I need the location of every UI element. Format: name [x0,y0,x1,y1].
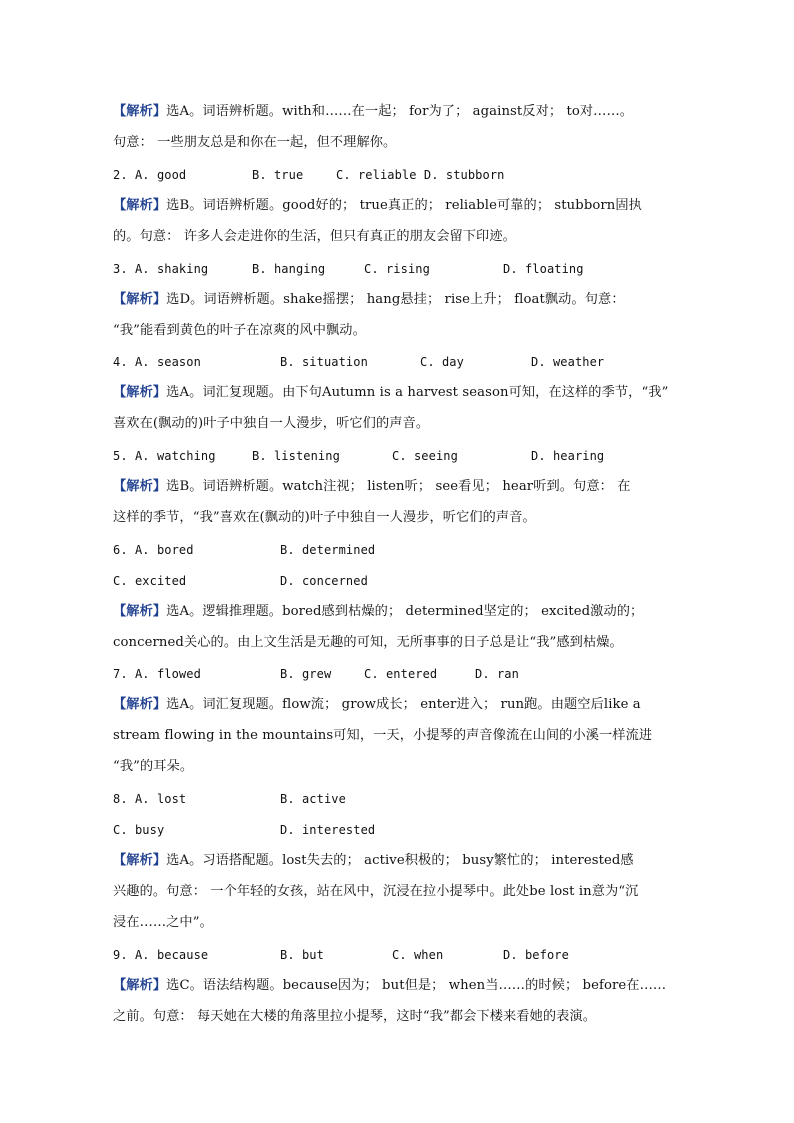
analysis-line: stream flowing in the mountains可知，一天，小提琴的声音像流在山间的小溪一样流进 [113,728,653,743]
analysis-line: 这样的季节，“我”喜欢在(飘动的)叶子中独自一人漫步，听它们的声音。 [113,510,536,525]
option-d: D. weather [531,355,605,369]
analysis-tag: 【解析】 [113,198,167,213]
option-c: C. day [420,355,464,369]
option-c: C. seeing [392,449,458,463]
analysis-tag: 【解析】 [113,853,167,868]
option-a: 7. A. flowed [113,667,201,681]
option-b: B. grew [280,667,332,681]
analysis-line: “我”能看到黄色的叶子在凉爽的风中飘动。 [113,323,366,338]
analysis-tag: 【解析】 [113,697,167,712]
options-row-7 [113,663,683,685]
options-row-9 [113,944,683,966]
option-a: 8. A. lost [113,792,187,806]
analysis-line: 【解析】选A。习语搭配题。lost失去的； active积极的； busy繁忙的； interested感 [113,853,634,868]
option-c: C. reliable D. stubborn [336,168,505,182]
analysis-tag: 【解析】 [113,385,167,400]
analysis-line: 【解析】选A。词汇复现题。flow流； grow成长； enter进入； run跑。由题空后like a [113,697,641,712]
option-d: D. ran [475,667,519,681]
options-row-8a [113,788,683,810]
options-row-6a [113,539,683,561]
options-row-8b [113,819,683,841]
analysis-line: 【解析】选B。词语辨析题。good好的； true真正的； reliable可靠的； stubborn固执 [113,198,642,213]
analysis-line: 【解析】选A。词汇复现题。由下句Autumn is a harvest season可知，在这样的季节，“我” [113,385,669,400]
option-a: 4. A. season [113,355,201,369]
options-row-2 [113,164,683,186]
option-c: C. busy [113,823,165,837]
analysis-tag: 【解析】 [113,978,167,993]
option-b: B. active [280,792,346,806]
option-c: C. excited [113,574,187,588]
analysis-line: 的。句意： 许多人会走进你的生活，但只有真正的朋友会留下印迹。 [113,229,516,244]
analysis-line: concerned关心的。由上文生活是无趣的可知，无所事事的日子总是让“我”感到枯燥。 [113,635,623,650]
options-row-5 [113,445,683,467]
analysis-line: 【解析】选B。词语辨析题。watch注视； listen听； see看见； hear听到。句意： 在 [113,479,631,494]
analysis-tag: 【解析】 [113,292,167,307]
option-b: B. true [252,168,304,182]
option-b: B. but [280,948,324,962]
option-b: B. determined [280,543,376,557]
analysis-line: 喜欢在(飘动的)叶子中独自一人漫步，听它们的声音。 [113,416,430,431]
option-a: 3. A. shaking [113,262,209,276]
analysis-line: 句意： 一些朋友总是和你在一起，但不理解你。 [113,135,397,150]
analysis-line: 【解析】选A。逻辑推理题。bored感到枯燥的； determined坚定的； excited激动的； [113,604,644,619]
options-row-6b [113,570,683,592]
analysis-line: 浸在……之中”。 [113,915,213,930]
option-b: B. hanging [252,262,326,276]
option-d: D. before [503,948,569,962]
option-a: 5. A. watching [113,449,216,463]
analysis-tag: 【解析】 [113,479,167,494]
analysis-tag: 【解析】 [113,604,167,619]
option-d: D. interested [280,823,376,837]
analysis-line: “我”的耳朵。 [113,759,194,774]
option-d: D. floating [503,262,584,276]
option-d: D. concerned [280,574,368,588]
option-b: B. situation [280,355,368,369]
analysis-line: 【解析】选D。词语辨析题。shake摇摆； hang悬挂； rise上升； float飘动。句意： [113,292,625,307]
analysis-tag: 【解析】 [113,104,167,119]
option-a: 6. A. bored [113,543,194,557]
analysis-line: 兴趣的。句意： 一个年轻的女孩，站在风中，沉浸在拉小提琴中。此处be lost in意为“沉 [113,884,639,899]
analysis-line: 之前。句意： 每天她在大楼的角落里拉小提琴，这时“我”都会下楼来看她的表演。 [113,1009,597,1024]
analysis-line: 【解析】选A。词语辨析题。with和……在一起； for为了； against反对； to对……。 [113,104,634,119]
options-row-4 [113,351,683,373]
option-d: D. hearing [531,449,605,463]
option-c: C. entered [364,667,438,681]
options-row-3 [113,258,683,280]
option-a: 9. A. because [113,948,209,962]
option-b: B. listening [252,449,340,463]
option-a: 2. A. good [113,168,187,182]
option-c: C. rising [364,262,430,276]
analysis-line: 【解析】选C。语法结构题。because因为； but但是； when当……的时候； before在…… [113,978,667,993]
option-c: C. when [392,948,444,962]
